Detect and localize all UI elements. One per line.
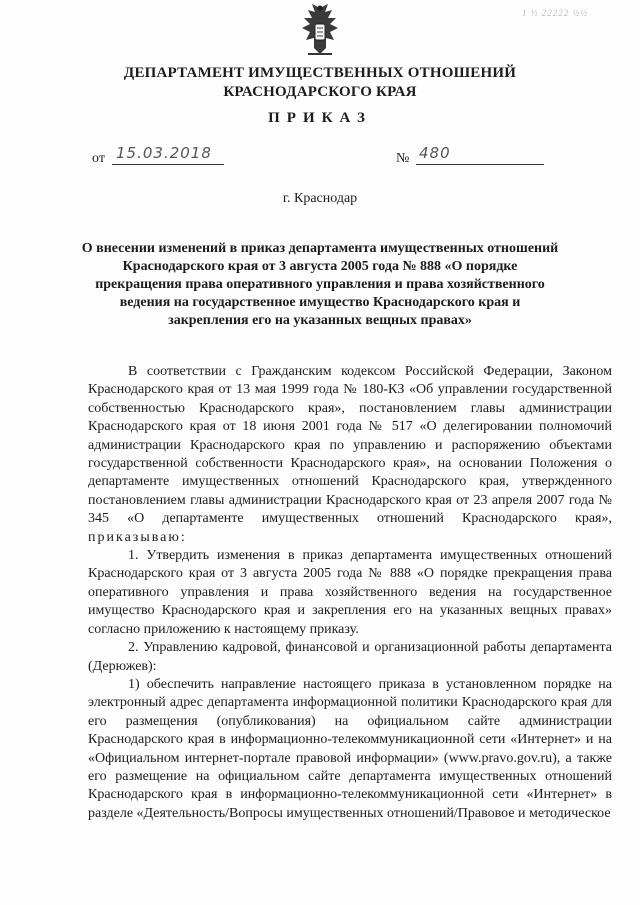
clause-1: 1. Утвердить изменения в приказ департамента имущественных отношений Краснодарского края от 3 августа 2005 года № 888 «О порядке прекращения права оперативного управления и права хозяйственного ведения на государственное имущество Краснодарского края и закрепления его на указанных вещных правах» согласно приложению к настоящему приказу. (88, 548, 612, 637)
subject-line: ведения на государственное имущество Краснодарского края и (119, 295, 521, 310)
subject-line: закрепления его на указанных вещных правах» (168, 313, 472, 328)
order-meta (92, 146, 562, 170)
subject-line: О внесении изменений в приказ департамента имущественных отношений (81, 241, 559, 256)
order-subject (80, 240, 560, 330)
preamble-paragraph (88, 363, 612, 547)
clause-2: 2. Управлению кадровой, финансовой и организационной работы департамента (Дерюжев): (88, 640, 612, 674)
order-verb: приказываю: (88, 529, 187, 545)
clause-2-item-1: 1) обеспечить направление настоящего приказа в установленном порядке на электронный адрес департамента информационной политики Краснодарского края для его размещения (опубликования) на официальном сайте администрации Краснодарского края в информационно-телекоммуникационной сети «Интернет» и на «Официальном интернет-портале правовой информации» (www.pravo.gov.ru), а также его размещение на официальном сайте департамента имущественных отношений Краснодарского края в информационно-телекоммуникационной сети «Интернет» в разделе «Деятельность/Вопросы имущественных отношений/Правовое и методическое (88, 676, 612, 821)
coat-of-arms-icon (290, 2, 350, 62)
department-line-2: КРАСНОДАРСКОГО КРАЯ (223, 84, 417, 100)
registration-stamp: 1 ½ 22222 ½½ (522, 8, 588, 18)
department-name (0, 64, 640, 102)
document-type: ПРИКАЗ (268, 110, 372, 126)
subject-line: прекращения права оперативного управления и права хозяйственного (95, 277, 545, 292)
number-value: 480 (419, 144, 451, 162)
number-prefix: № (396, 151, 410, 166)
number-field (416, 146, 544, 165)
order-body (88, 363, 612, 823)
preamble-text: В соответствии с Гражданским кодексом Российской Федерации, Законом Краснодарского края от 13 мая 1999 года № 180-КЗ «Об управлении государственной собственностью Краснодарского края», постановлением главы администрации Краснодарского края от 18 июня 2001 года № 517 «О делегировании полномочий администрации Краснодарского края по управлению и распоряжению объектами государственной собственности Краснодарского края», на основании Положения о департаменте имущественных отношений Краснодарского края, утвержденного постановлением главы администрации Краснодарского края от 23 апреля 2007 года № 345 «О департаменте имущественных отношений Краснодарского края», (88, 364, 612, 527)
date-value: 15.03.2018 (116, 144, 212, 162)
subject-line: Краснодарского края от 3 августа 2005 года № 888 «О порядке (122, 259, 518, 274)
date-field (112, 146, 224, 165)
department-line-1: ДЕПАРТАМЕНТ ИМУЩЕСТВЕННЫХ ОТНОШЕНИЙ (123, 65, 517, 81)
city: г. Краснодар (282, 191, 358, 206)
date-prefix: от (92, 151, 105, 166)
